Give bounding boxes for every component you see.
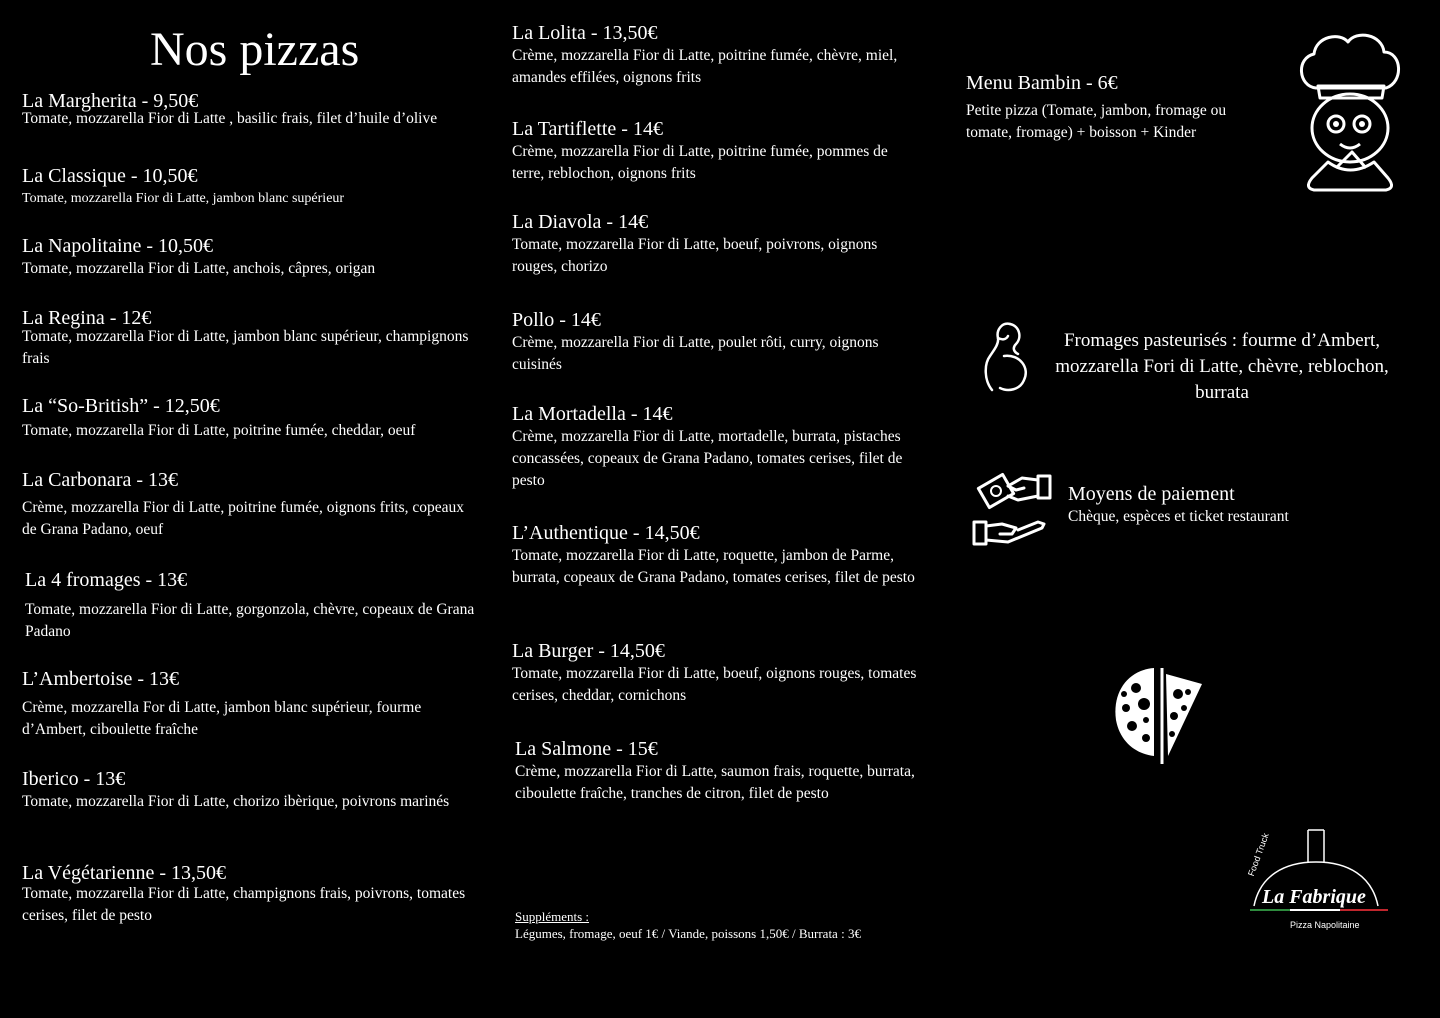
menu-item-authentique: [512, 521, 922, 589]
item-name: L’Authentique - 14,50€: [512, 522, 700, 544]
item-desc: Crème, mozzarella Fior di Latte, poitrine fumée, pommes de terre, reblochon, oignons frits: [512, 143, 888, 182]
fromages-note: Fromages pasteurisés : fourme d’Ambert, mozzarella Fori di Latte, chèvre, reblochon, burrata: [1055, 330, 1389, 403]
item-desc: Crème, mozzarella Fior di Latte, saumon frais, roquette, burrata, ciboulette fraîche, tranches de citron, filet de pesto: [515, 763, 915, 802]
menu-item-so-british: [22, 394, 482, 442]
menu-item-margherita: [22, 89, 482, 129]
item-name: La Salmone - 15€: [515, 738, 658, 760]
item-desc: Tomate, mozzarella Fior di Latte , basilic frais, filet d’huile d’olive: [22, 110, 438, 127]
menu-item-salmone: [515, 737, 925, 805]
la-fabrique-logo: [1240, 826, 1390, 932]
item-desc: Crème, mozzarella Fior di Latte, poitrine fumée, oignons frits, copeaux de Grana Padano, oeuf: [22, 499, 465, 538]
item-name: La “So-British” - 12,50€: [22, 395, 220, 417]
supplements-text: Légumes, fromage, oeuf 1€ / Viande, poissons 1,50€ / Burrata : 3€: [515, 926, 861, 941]
item-name: Pollo - 14€: [512, 309, 601, 331]
supplements: [515, 908, 861, 942]
item-desc: Crème, mozzarella For di Latte, jambon blanc supérieur, fourme d’Ambert, ciboulette fraîche: [22, 699, 422, 738]
item-desc: Crème, mozzarella Fior di Latte, mortadelle, burrata, pistaches concassées, copeaux de Grana Padano, tomates cerises, filet de pesto: [512, 428, 903, 489]
bambin-title: Menu Bambin - 6€: [966, 72, 1118, 94]
item-name: La 4 fromages - 13€: [25, 569, 188, 591]
menu-item-ambertoise: [22, 667, 482, 741]
menu-item-lolita: [512, 21, 922, 89]
logo-top: Food Truck: [1246, 831, 1271, 878]
item-desc: Crème, mozzarella Fior di Latte, poulet rôti, curry, oignons cuisinés: [512, 334, 879, 373]
menu-item-classique: [22, 164, 482, 210]
child-chef-icon: [1296, 28, 1406, 196]
item-name: La Classique - 10,50€: [22, 165, 198, 187]
supplements-label: Suppléments :: [515, 909, 590, 924]
menu-item-tartiflette: [512, 117, 922, 185]
item-name: La Végétarienne - 13,50€: [22, 862, 226, 884]
menu-item-iberico: [22, 767, 482, 813]
payment-title: Moyens de paiement: [1068, 483, 1235, 505]
menu-bambin: [966, 70, 1276, 144]
item-desc: Tomate, mozzarella Fior di Latte, jambon blanc supérieur, champignons frais: [22, 328, 469, 367]
menu-item-mortadella: [512, 402, 922, 492]
logo-name: La Fabrique: [1262, 886, 1366, 908]
item-name: La Mortadella - 14€: [512, 403, 673, 425]
item-desc: Tomate, mozzarella Fior di Latte, chorizo ibèrique, poivrons marinés: [22, 793, 450, 810]
item-name: La Regina - 12€: [22, 307, 152, 329]
item-desc: Tomate, mozzarella Fior di Latte, gorgonzola, chèvre, copeaux de Grana Padano: [25, 601, 475, 640]
item-desc: Tomate, mozzarella Fior di Latte, boeuf, oignons rouges, tomates cerises, cheddar, cornichons: [512, 665, 917, 704]
item-desc: Crème, mozzarella Fior di Latte, poitrine fumée, chèvre, miel, amandes effilées, oignons frits: [512, 47, 898, 86]
menu-item-burger: [512, 639, 922, 707]
item-name: La Lolita - 13,50€: [512, 22, 658, 44]
item-name: La Tartiflette - 14€: [512, 118, 663, 140]
payment-handshake-icon: [972, 470, 1054, 550]
menu-item-4-fromages: [25, 568, 485, 643]
item-name: La Diavola - 14€: [512, 211, 649, 233]
payment-block: [1068, 482, 1289, 528]
item-name: L’Ambertoise - 13€: [22, 668, 180, 690]
page-title: Nos pizzas: [150, 23, 360, 76]
pregnant-woman-icon: [980, 320, 1032, 396]
item-desc: Tomate, mozzarella Fior di Latte, anchois, câpres, origan: [22, 260, 376, 277]
menu-item-diavola: [512, 210, 922, 278]
pizza-slice-icon: [1110, 664, 1210, 768]
item-desc: Tomate, mozzarella Fior di Latte, jambon blanc supérieur: [22, 191, 345, 206]
item-name: La Carbonara - 13€: [22, 469, 179, 491]
item-name: La Napolitaine - 10,50€: [22, 235, 214, 257]
menu-item-regina: [22, 306, 482, 370]
menu-item-vegetarienne: [22, 861, 482, 927]
item-desc: Tomate, mozzarella Fior di Latte, roquette, jambon de Parme, burrata, copeaux de Grana Padano, tomates cerises, filet de pesto: [512, 547, 915, 586]
menu-item-pollo: [512, 308, 922, 376]
menu-item-napolitaine: [22, 234, 482, 280]
menu-item-carbonara: [22, 468, 482, 541]
item-name: La Burger - 14,50€: [512, 640, 665, 662]
item-desc: Tomate, mozzarella Fior di Latte, boeuf, poivrons, oignons rouges, chorizo: [512, 236, 878, 275]
logo-sub: Pizza Napolitaine: [1290, 920, 1360, 930]
item-desc: Tomate, mozzarella Fior di Latte, poitrine fumée, cheddar, oeuf: [22, 422, 416, 439]
item-name: Iberico - 13€: [22, 768, 126, 790]
bambin-desc: Petite pizza (Tomate, jambon, fromage ou tomate, fromage) + boisson + Kinder: [966, 102, 1227, 141]
item-name: La Margherita - 9,50€: [22, 90, 199, 112]
item-desc: Tomate, mozzarella Fior di Latte, champignons frais, poivrons, tomates cerises, filet de pesto: [22, 885, 466, 924]
payment-desc: Chèque, espèces et ticket restaurant: [1068, 508, 1289, 525]
